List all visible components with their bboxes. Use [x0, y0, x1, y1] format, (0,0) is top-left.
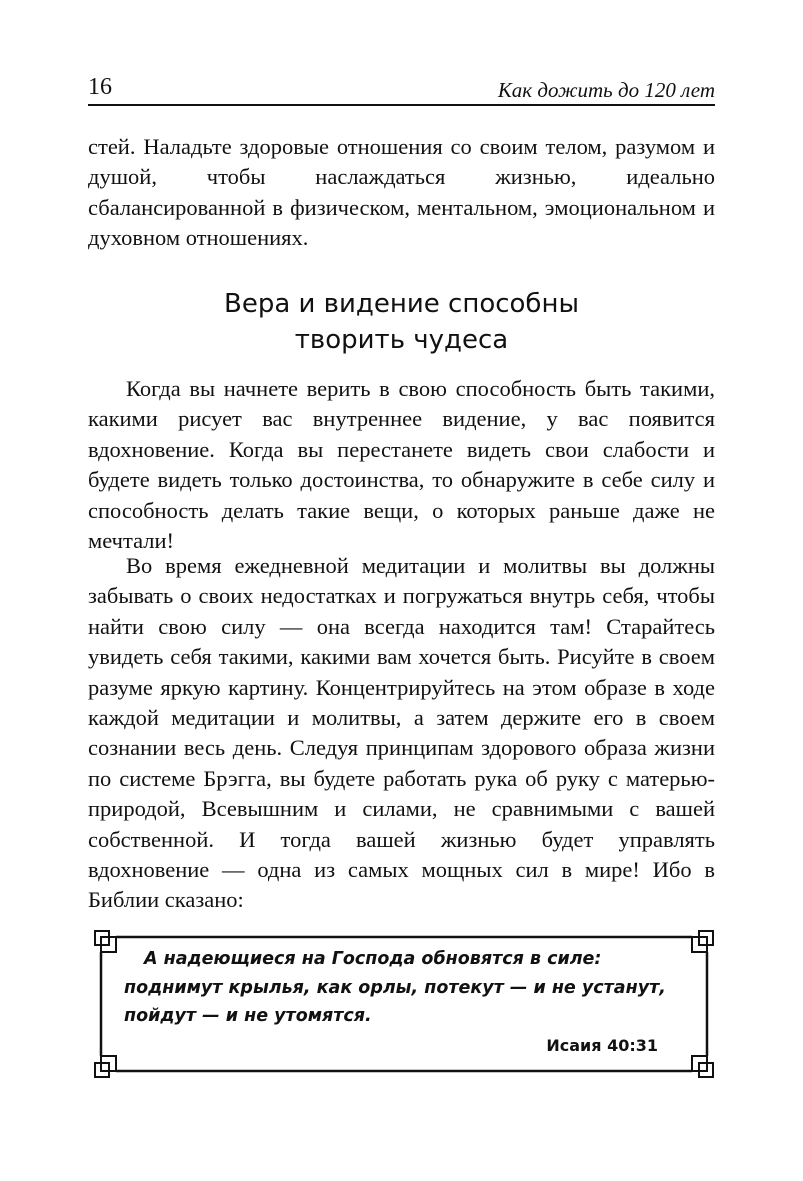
- page-header: [88, 70, 715, 106]
- page-number: 16: [88, 74, 112, 100]
- body-paragraph-1: Когда вы начнете верить в свою способность быть такими, какими рисует вас внутреннее видение, у вас появится вдохновение. Когда вы перестанете видеть свои слабости и будете видеть только достоинства, то обнаружите в себе силу и способность делать такие вещи, о которых раньше даже не мечтали!: [88, 376, 715, 554]
- section-heading-line-1: Вера и видение способны: [223, 289, 579, 319]
- quote-text: А надеющиеся на Господа обновятся в силе: поднимут крылья, как орлы, потекут — и не устанут, пойдут — и не утомятся.: [124, 949, 666, 1026]
- section-heading: [88, 286, 715, 358]
- section-heading-line-2: творить чудеса: [294, 325, 509, 355]
- scripture-quote-box: [92, 928, 716, 1080]
- running-title: Как дожить до 120 лет: [497, 78, 715, 102]
- continuation-paragraph: стей. Наладьте здоровые отношения со своим телом, разумом и душой, чтобы наслаждаться жизнью, идеально сбалансированной в физическом, ментальном, эмоциональном и духовном отношениях.: [88, 134, 715, 251]
- quote-source: Исаия 40:31: [546, 1036, 658, 1055]
- body-paragraph-2: Во время ежедневной медитации и молитвы вы должны забывать о своих недостатках и погружаться внутрь себя, чтобы найти свою силу — она всегда находится там! Старайтесь увидеть себя такими, какими вам хочется быть. Рисуйте в своем разуме яркую картину. Концентрируйтесь на этом образе в ходе каждой медитации и молитвы, а затем держите его в своем сознании весь день. Следуя принципам здорового образа жизни по системе Брэгга, вы будете работать рука об руку с матерью-природой, Всевышним и силами, не сравнимыми с вашей собственной. И тогда вашей жизнью будет управлять вдохновение — одна из самых мощных сил в мире! Ибо в Библии сказано:: [88, 553, 715, 913]
